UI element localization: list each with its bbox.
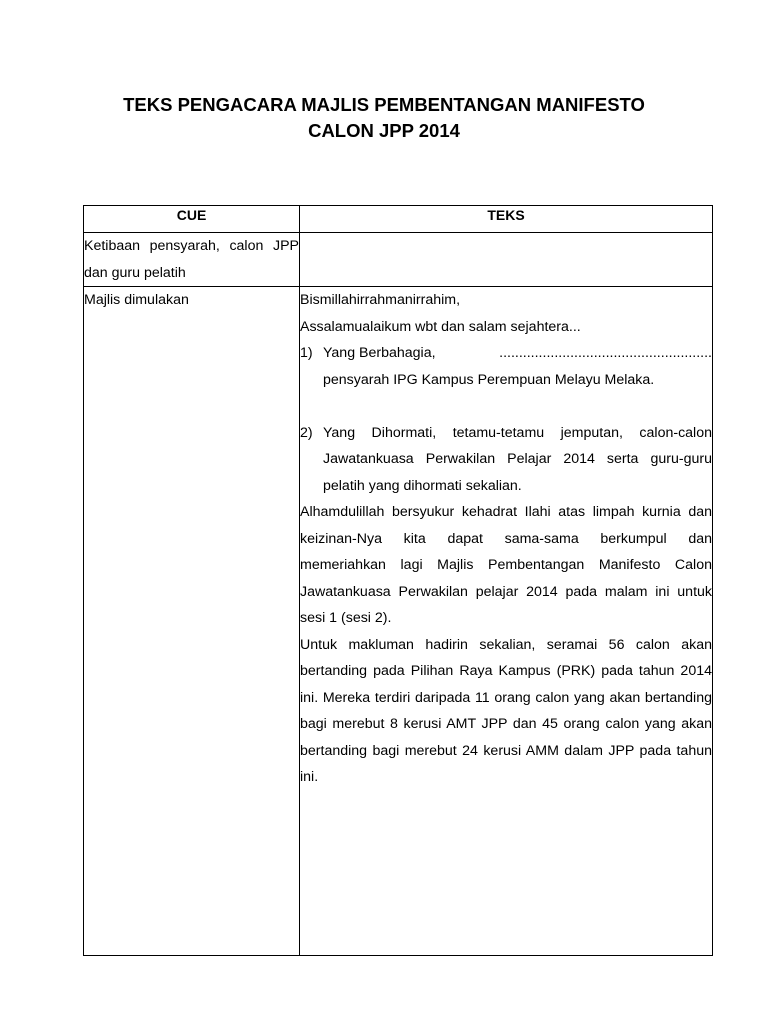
greeting-line: Assalamualaikum wbt dan salam sejahtera... bbox=[300, 318, 581, 335]
teks-cell bbox=[300, 287, 713, 956]
opening-line: Bismillahirrahmanirrahim, bbox=[300, 292, 461, 308]
title-line-1: TEKS PENGACARA MAJLIS PEMBENTANGAN MANIFESTO bbox=[123, 94, 645, 115]
header-cue: CUE bbox=[84, 206, 300, 233]
cue-cell: Majlis dimulakan bbox=[84, 287, 300, 956]
item-lead: Yang Berbahagia, bbox=[323, 345, 436, 361]
header-teks: TEKS bbox=[300, 206, 713, 233]
item-rest: pensyarah IPG Kampus Perempuan Melayu Melaka. bbox=[323, 371, 655, 388]
item-text: Yang Dihormati, tetamu-tetamu jemputan, calon-calon Jawatankuasa Perwakilan Pelajar 2014 serta guru-guru pelatih yang dihormati sekalian. bbox=[323, 424, 712, 494]
table-row bbox=[84, 287, 713, 956]
item-dots: ...................................................... bbox=[499, 345, 712, 361]
item-number: 1) bbox=[300, 345, 313, 361]
paragraph: Alhamdulillah bersyukur kehadrat Ilahi atas limpah kurnia dan keizinan-Nya kita dapat sama-sama berkumpul dan memeriahkan lagi Majlis Pembentangan Manifesto Calon Jawatankuasa Perwakilan pelajar 2014 pada malam ini untuk sesi 1 (sesi 2). bbox=[300, 504, 712, 626]
title-line-2: CALON JPP 2014 bbox=[308, 120, 460, 141]
teks-cell bbox=[300, 233, 713, 287]
item-number: 2) bbox=[300, 424, 313, 441]
spacer bbox=[300, 393, 712, 420]
script-table bbox=[83, 205, 713, 956]
list-item bbox=[300, 420, 712, 500]
table-row bbox=[84, 233, 713, 287]
document-title bbox=[0, 92, 768, 144]
cue-cell: Ketibaan pensyarah, calon JPP dan guru pelatih bbox=[84, 233, 300, 287]
list-item bbox=[300, 340, 712, 393]
table-header-row bbox=[84, 206, 713, 233]
paragraph: Untuk makluman hadirin sekalian, seramai 56 calon akan bertanding pada Pilihan Raya Kampus (PRK) pada tahun 2014 ini. Mereka terdiri daripada 11 orang calon yang akan bertanding bagi merebut 8 kerusi AMT JPP dan 45 orang calon yang akan bertanding bagi merebut 24 kerusi AMM dalam JPP pada tahun ini. bbox=[300, 636, 712, 785]
